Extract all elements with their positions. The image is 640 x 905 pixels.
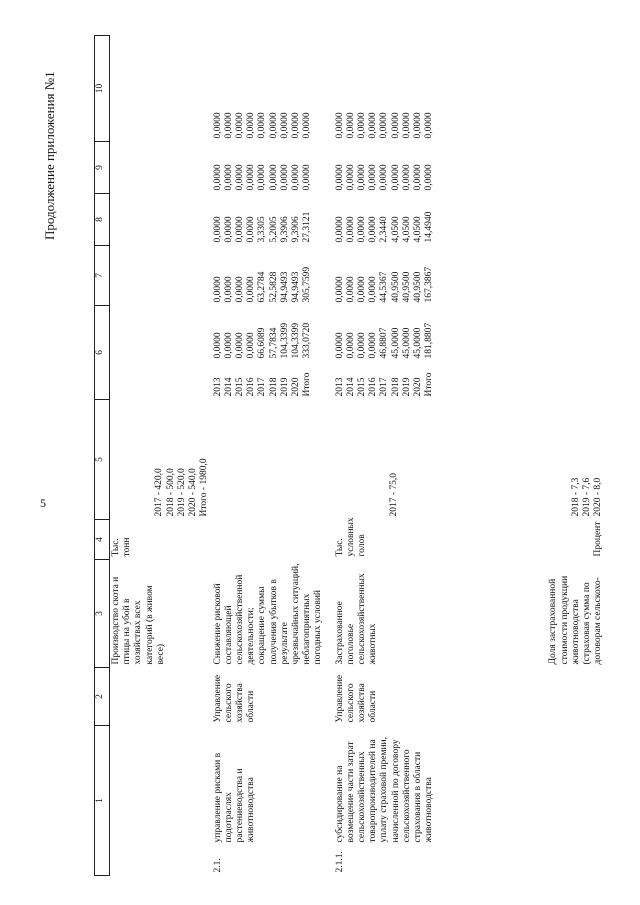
value-col-7: 0,0000 0,0000 0,0000 0,0000 44,5367 40,9500 40,9500 40,9500 167,3867 <box>334 266 435 303</box>
table-row <box>110 36 212 876</box>
measure-name <box>456 726 606 846</box>
row-number: 2.1. <box>212 858 223 873</box>
rotated-table-sheet <box>94 36 634 876</box>
target-values <box>212 400 334 520</box>
value-col-10: 0,0000 0,0000 0,0000 0,0000 0,0000 0,0000 0,0000 0,0000 0,0000 <box>212 112 313 139</box>
target-values: 2017 - 75,0 <box>388 472 399 517</box>
indicator: Доля застрахованной стоимости продукции животноводства (страховая сумма по договорам сельскохо- <box>548 575 604 665</box>
row-number: 2.1.1. <box>334 851 345 873</box>
header-cell-5: 5 <box>95 400 110 520</box>
table-row <box>334 36 456 876</box>
program-table <box>94 35 606 876</box>
indicator: Производство скота и птицы на убой в хозяйствах всех категорий (в живом весе) <box>111 576 166 665</box>
header-cell-9: 9 <box>95 142 110 194</box>
header-cell-4: 4 <box>95 520 110 560</box>
executor <box>110 668 212 726</box>
continuation-title: Продолжение приложения №1 <box>42 71 57 240</box>
header-row <box>95 36 110 876</box>
indicator: Застрахованное поголовье сельскохозяйственных животных <box>334 573 379 665</box>
value-col-9 <box>110 142 212 194</box>
value-col-10: 0,0000 0,0000 0,0000 0,0000 0,0000 0,0000 0,0000 0,0000 0,0000 <box>334 112 435 139</box>
page-number: 5 <box>40 496 46 510</box>
executor: Управление сельского хозяйства области <box>334 674 379 723</box>
unit: Тыс. условных голов <box>334 517 367 557</box>
unit: Тыс. тонн <box>111 537 133 557</box>
executor: Управление сельского хозяйства области <box>212 674 257 723</box>
unit <box>212 520 334 560</box>
years: 2013 2014 2015 2016 2017 2018 2019 2020 Итого <box>334 372 435 397</box>
measure-name: управление рисками в подотраслях растениеводства и животноводства <box>212 752 257 843</box>
value-col-6: 0,0000 0,0000 0,0000 0,0000 66,6089 57,7834 104,3399 104,3399 333,0720 <box>212 322 313 359</box>
value-col-9: 0,0000 0,0000 0,0000 0,0000 0,0000 0,0000 0,0000 0,0000 0,0000 <box>212 164 313 191</box>
target-values: 2017 - 420,0 2018 - 500,0 2019 - 520,0 2020 - 540,0 Итого - 1980,0 <box>154 458 210 517</box>
unit: Процент <box>593 521 604 557</box>
header-cell-7: 7 <box>95 246 110 306</box>
indicator: Снижение рисковой составляющей сельскохозяйственной деятельности; сокращение суммы получения убытков в результате чрезвычайных ситуаций, неблагоприятных погодных условий <box>212 563 324 665</box>
measure-name <box>110 726 212 846</box>
value-col-10 <box>456 36 606 142</box>
header-cell-2: 2 <box>95 668 110 726</box>
value-col-8: 0,0000 0,0000 0,0000 0,0000 2,3440 4,0500 4,0500 4,0500 14,4940 <box>334 211 435 243</box>
header-cell-8: 8 <box>95 194 110 246</box>
header-cell-6: 6 <box>95 306 110 400</box>
value-col-8: 0,0000 0,0000 0,0000 0,0000 3,3305 5,2005 9,3906 9,3906 27,3121 <box>212 211 313 243</box>
measure-name: субсидирование на возмещение части затрат сельскохозяйственных товаропроизводителей на уплату страховой премии, начисленной по договору сельскохозяйственного страхования в области животноводства <box>334 736 435 843</box>
value-col-8 <box>456 194 606 246</box>
value-col-8 <box>110 194 212 246</box>
executor <box>456 668 606 726</box>
value-col-10 <box>110 36 212 142</box>
value-col-6 <box>456 306 606 362</box>
value-col-9: 0,0000 0,0000 0,0000 0,0000 0,0000 0,0000 0,0000 0,0000 0,0000 <box>334 164 435 191</box>
years: 2013 2014 2015 2016 2017 2018 2019 2020 Итого <box>212 372 313 397</box>
value-col-7 <box>456 246 606 306</box>
target-values: 2018 - 7,3 2019 - 7,6 2020 - 8,0 <box>570 477 604 517</box>
row-number <box>110 846 212 876</box>
value-col-7 <box>110 246 212 306</box>
header-cell-3: 3 <box>95 560 110 668</box>
header-cell-10: 10 <box>95 36 110 142</box>
value-col-6 <box>110 306 212 362</box>
row-number <box>456 846 606 876</box>
years <box>110 362 212 400</box>
table-row <box>212 36 334 876</box>
header-cell-1: 1 <box>95 726 110 876</box>
years <box>456 362 606 400</box>
value-col-7: 0,0000 0,0000 0,0000 0,0000 63,2784 52,5828 94,9493 94,9493 305,7599 <box>212 266 313 303</box>
value-col-9 <box>456 142 606 194</box>
value-col-6: 0,0000 0,0000 0,0000 0,0000 46,8807 45,0000 45,0000 45,0000 181,8807 <box>334 322 435 359</box>
table-row <box>456 36 606 876</box>
